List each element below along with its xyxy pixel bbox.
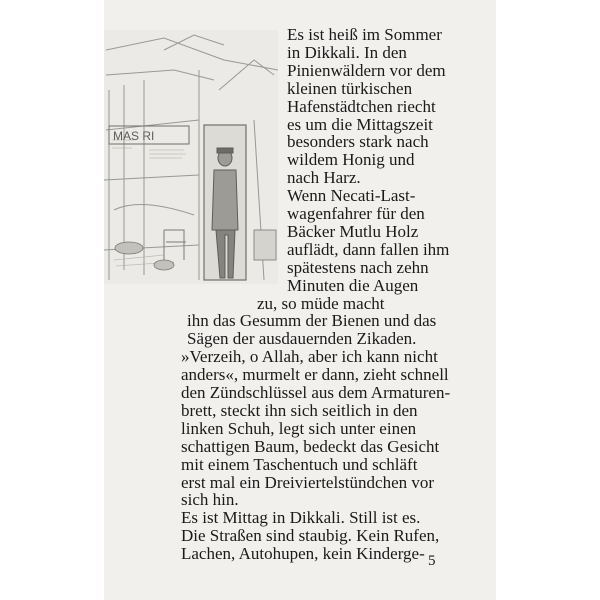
text-line: zu, so müde macht <box>257 293 385 313</box>
text-line: Die Straßen sind staubig. Kein Rufen, <box>181 526 440 546</box>
text-line: Wenn Necati-Last- <box>287 186 416 206</box>
text-line: nach Harz. <box>287 168 361 188</box>
text-line: erst mal ein Dreiviertelstündchen vor <box>181 472 435 492</box>
text-line: sich hin. <box>181 490 239 510</box>
text-line: mit einem Taschentuch und schläft <box>181 454 418 474</box>
page-number: 5 <box>428 553 436 569</box>
text-line: besonders stark nach <box>287 132 429 152</box>
text-line: anders«, murmelt er dann, zieht schnell <box>181 365 449 385</box>
text-line: kleinen türkischen <box>287 78 413 98</box>
text-line: Minuten die Augen <box>287 275 419 295</box>
text-line: den Zündschlüssel aus dem Armaturen- <box>181 383 451 402</box>
text-line: wildem Honig und <box>287 150 415 170</box>
text-line: Es ist Mittag in Dikkali. Still ist es. <box>181 508 421 528</box>
text-line: Es ist heiß im Sommer <box>287 25 442 44</box>
text-line: auflädt, dann fallen ihm <box>287 239 450 259</box>
text-line: Sägen der ausdauernden Zikaden. <box>187 329 417 349</box>
text-line: schattigen Baum, bedeckt das Gesicht <box>181 436 440 456</box>
street-scene-illustration <box>104 30 278 284</box>
shop-sign-text: MAS RI <box>113 129 155 143</box>
text-line: ihn das Gesumm der Bienen und das <box>187 311 437 331</box>
text-line: in Dikkali. In den <box>287 42 407 62</box>
text-line: wagenfahrer für den <box>287 204 425 223</box>
text-line: Hafenstädtchen riecht <box>287 96 436 116</box>
text-line: es um die Mittagszeit <box>287 114 433 134</box>
text-line: spätestens nach zehn <box>287 257 429 277</box>
text-line: brett, steckt ihn sich seitlich in den <box>181 400 418 420</box>
text-line: linken Schuh, legt sich unter einen <box>181 418 417 438</box>
text-line: Lachen, Autohupen, kein Kinderge- <box>181 544 425 564</box>
text-line: Pinienwäldern vor dem <box>287 60 446 80</box>
text-line: »Verzeih, o Allah, aber ich kann nicht <box>181 347 438 367</box>
text-line: Bäcker Mutlu Holz <box>287 221 419 241</box>
